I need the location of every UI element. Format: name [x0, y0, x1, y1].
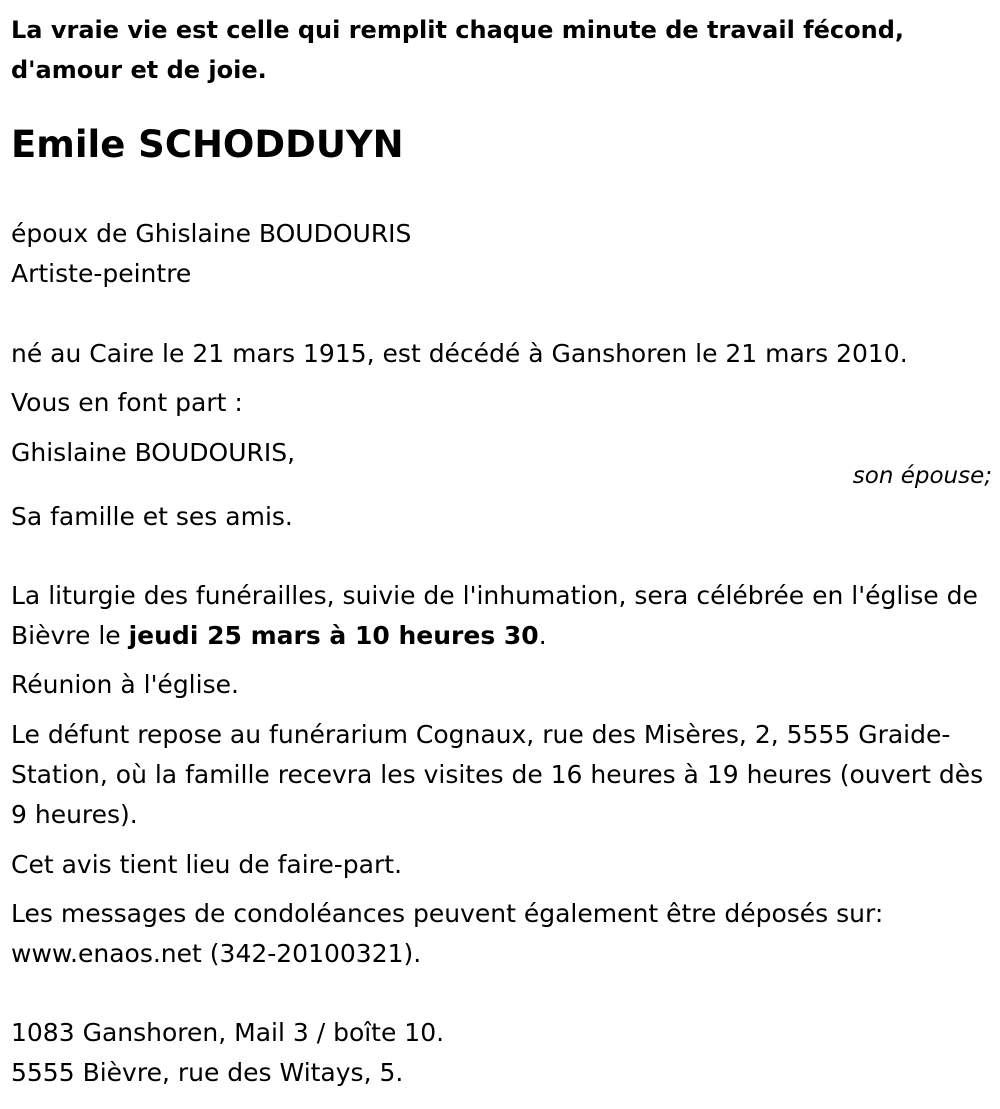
- notice-line: Cet avis tient lieu de faire-part.: [11, 850, 403, 879]
- epigraph-quote: La vraie vie est celle qui remplit chaque minute de travail fécond, d'amour et de joie.: [11, 16, 904, 84]
- spouse-line: époux de Ghislaine BOUDOURIS: [11, 219, 412, 248]
- funerarium-paragraph: Le défunt repose au funérarium Cognaux, rue des Misères, 2, 5555 Graide-Station, où la famille recevra les visites de 16 heures à 19 heures (ouvert dès 9 heures).: [11, 720, 984, 829]
- birth-death-line: né au Caire le 21 mars 1915, est décédé à Ganshoren le 21 mars 2010.: [11, 339, 908, 368]
- funeral-text-end: .: [538, 621, 547, 650]
- address-ganshoren: 1083 Ganshoren, Mail 3 / boîte 10.: [11, 1018, 445, 1047]
- funeral-date: jeudi 25 mars à 10 heures 30: [128, 621, 539, 650]
- meeting-line: Réunion à l'église.: [11, 670, 239, 699]
- condolences-paragraph: Les messages de condoléances peuvent également être déposés sur: www.enaos.net (342-20100321).: [11, 899, 884, 968]
- deceased-name: Emile SCHODDUYN: [11, 123, 404, 166]
- funeral-text-start: La liturgie des funérailles, suivie de l'inhumation, sera célébrée en l'église de Bièvre le: [11, 581, 978, 650]
- announcer-name: Ghislaine BOUDOURIS,: [11, 438, 296, 467]
- address-bievre: 5555 Bièvre, rue des Witays, 5.: [11, 1058, 404, 1087]
- announcers-intro: Vous en font part :: [11, 388, 243, 417]
- profession: Artiste-peintre: [11, 259, 192, 288]
- announcer-role: son épouse;: [852, 463, 992, 489]
- family-line: Sa famille et ses amis.: [11, 502, 293, 531]
- funeral-paragraph: [11, 576, 991, 656]
